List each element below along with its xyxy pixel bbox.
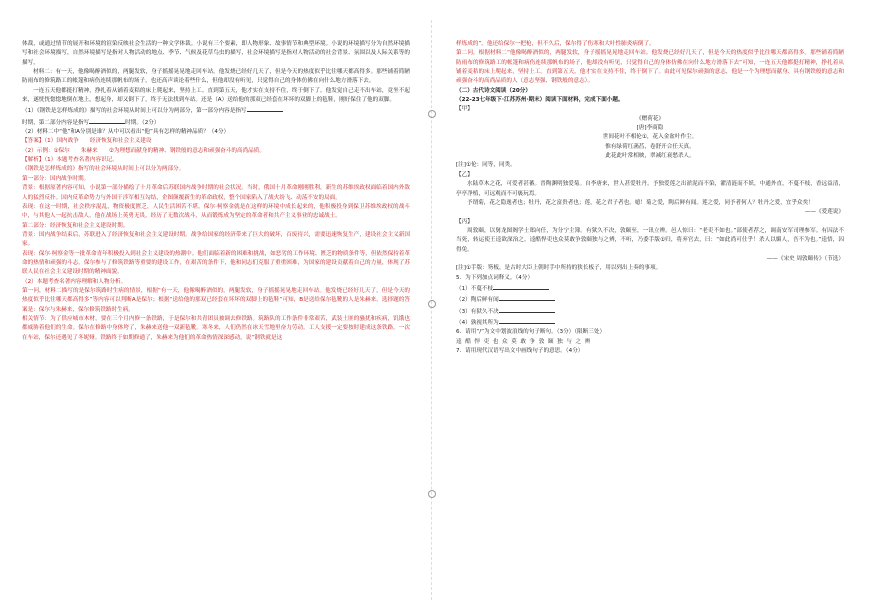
label-jia: 【甲】: [456, 106, 473, 113]
text-paragraph: 水陆草木之花，可爱者甚蕃。晋陶渊明独爱菊。自李唐来，世人甚爱牡丹。予独爱莲之出淤泥而不染，濯清涟而不妖，中通外直，不蔓不枝，香远益清，亭亭净植，可远观而不可亵玩焉。: [456, 181, 844, 197]
poem-note: [注]①伦：同等，同类。: [456, 162, 516, 169]
answer-blank[interactable]: [499, 294, 555, 301]
text-paragraph: 体裁，或通过情节的展开和环境的渲染反映社会生活的一种文学体裁。小说有三个要素，即人物形象、故事情节和典型环境。小说的环境描写分为自然环境描写和社会环境描写，自然环境描写是指对人物活动的地点、季节、气候及花草鸟虫的描写，社会环境描写是指对人物活动的社会背景、氛围以及人际关系等的描写。: [22, 41, 410, 66]
source-line: ——《爱莲说》: [804, 209, 844, 216]
binding-hole: [428, 110, 436, 118]
poem-line: 世间花叶不相伦①，花入金盆叶作尘。: [602, 134, 698, 141]
question-line: 7．请用现代汉语写出文中画线句子的意思。（4分）: [456, 348, 584, 354]
column-divider: [431, 20, 432, 600]
exam-source: （22-23七年级下·江苏苏州·期末）阅读下面材料，完成下面小题。: [456, 97, 624, 104]
answer-blank[interactable]: [499, 306, 555, 313]
question-line: 6．请用“/”为文中划波浪线的句子断句。（3分）（限断三处）: [456, 329, 606, 336]
question-item: （1）不蔓不枝: [456, 283, 844, 294]
analysis-paragraph: 样炼成的”。他还给保尔一把枪，但不久后，保尔得了伤寒和大叶性肺炎病倒了。: [456, 41, 655, 47]
text-paragraph: 一连五天他都挺打精神，挣扎着从铺着麦秸的床上爬起来，坚持上工。直到第五天，他才实在支持不住，终于倒下了。他发觉自己走不出车站，竟坐不起来，遂恍恍惚惚地倒在地上，想起身，却又倒下了，终于无法找到车站。还是（A）送给他的那双已经套在坏坏的双脚上的毡鞋，刚好保住了他的双脚。: [22, 87, 410, 104]
analysis-line: 《钢铁是怎样炼成的》指写的社会环境从时间上可以分为两部分。: [22, 166, 185, 173]
question-line: 时期，第二部分内容是指写 时期。（2分）: [22, 117, 410, 128]
section-title: （二）古代诗文阅读（20分）: [456, 87, 531, 94]
binding-hole: [428, 300, 436, 308]
analysis-line: 第一部分：国内战争时期。: [22, 175, 90, 182]
answer-line: （2）示例：①保尔 朱赫来 ②为理想而献身的精神、钢铁般的意志和顽强奋斗的高尚品质。: [22, 147, 265, 154]
analysis-paragraph: 相关情节：为了供应城市木材，要在三个月内修一条铁路，于是保尔和共青团员被调去修铁路。筑路队的工作条件非常艰苦，武装土匪的骚扰和疾病，饥饿也都威胁着他们的生命。保尔在修路中身体垮了，朱赫来送他一双新毡靴。寒冬来，人们仍然在冰天雪地里奋力劳动。工人支援一定要按时建成这条铁路。一次在车站，保尔还遇见了冬妮娅。铁路终于如期修通了，朱赫来为他们的革命热情深深感动，说“钢铁就是这: [22, 315, 410, 341]
question-item: （2）陶后鲜有闻: [456, 294, 844, 305]
poem-line: 此花此叶常相映，翠减红衰愁杀人。: [605, 153, 695, 160]
answer-blank[interactable]: [493, 283, 549, 290]
analysis-paragraph: 表现：保尔·柯察金等一批革命青年积极投入到社会主义建设的热潮中。他们面临着新的困难和挑战，如恶劣的工作环境、匮乏的物质条件等，但依然保持着革命的热情和顽强的斗志。保尔参与了修筑铁路等重要的建设工作，在艰苦的条件下，他和同志们克服了重重困难，为国家的建设贡献着自己的力量，体现了苏联人民在社会主义建设时期的精神面貌。: [22, 250, 410, 276]
note-line: [注]①手版：笏板，是古时大臣上朝时手中所持的狭长板子，用以列出上奏的事项。: [456, 265, 662, 272]
poem-author: [唐]李商隐: [636, 125, 664, 132]
left-column: [22, 40, 410, 343]
analysis-paragraph: 表现：在这一时期，社会秩序混乱，物资极度匮乏，人民生活困苦不堪。保尔·柯察金就是在这样的环境中成长起来的，他积极投身到保卫苏维埃政权的战斗中，与其他人一起抗击敌人，他在战场上英勇无畏，经历了无数次战斗，从而锻炼成为坚定的革命者和共产主义事业的忠诚战士。: [22, 203, 410, 220]
question-line: （1）《钢铁是怎样炼成的》描写的社会环境从时间上可以分为两部分，第一部分内容是指写: [22, 105, 410, 116]
answer-line: 【答案】（1）国内战争 经济恢复和社会主义建设: [22, 138, 152, 145]
answer-blank[interactable]: [247, 105, 283, 112]
label-bing: 【丙】: [456, 218, 473, 225]
analysis-paragraph: 背景：根据原著内容可知，小说第一部分描绘了十月革命后苏联国内战争时期的社会状况。当时，俄国十月革命刚刚胜利，新生的苏维埃政权面临着国内外敌人的猛烈反扑。国内反革命势力与外国干涉军相互勾结，企图颠覆新生的革命政权，整个国家陷入了战火纷飞、动荡不安的局面。: [22, 185, 410, 201]
question-line: 5．为下列加点词释义。（4分）: [456, 274, 534, 281]
right-column: [456, 40, 844, 356]
analysis-line: （2）本题考查名著内容理解和人物分析。: [22, 278, 127, 285]
answer-blank[interactable]: [89, 117, 125, 124]
poem-line: 惟有绿荷红菡萏，卷舒开合任天真。: [605, 143, 695, 150]
poem-title: 《赠荷花》: [636, 115, 664, 122]
binding-hole: [428, 490, 436, 498]
question-item: （3）有狱久不决: [456, 306, 844, 317]
analysis-paragraph: 背景：国内战争结束后，苏联进入了经济恢复和社会主义建设时期。战争给国家的经济带来了巨大的破坏，百废待兴，需要迅速恢复生产，建设社会主义新国家。: [22, 231, 410, 248]
analysis-line: 第二部分：经济恢复和社会主义建设时期。: [22, 222, 129, 229]
question-line: （2）材料二中“他”和A分别是谁？从中可以看出“他”具有怎样的精神品质？（4分）: [22, 129, 230, 136]
analysis-paragraph: 第二问，根据材料二“他像喝醉酒似的，两腿发软，身子摇摇晃晃地走回车站。他发烧已经好几天了，但是今天的热度似乎比往哪天都高得多。那些铺着简陋防雨布的修筑路工的帐篷和病伤连续那帆布的场子，他却没有听见，只觉得自己的身体仿佛在向什么地方滑落下去”可知，一连五天他都挺打精神，挣扎着从铺着麦秸的床上爬起来，坚持上工。直到第五天，他才实在支持不住，终于倒下了。由此可见保尔顽强的意志，他是一个为理想而献身、具有钢铁般的意志和顽强奋斗的高尚品质的人（意志坚强、钢铁般的意志）。: [456, 50, 844, 85]
text-paragraph: 材料二：有一天，他像喝醉酒似的，两腿发软，身子摇摇晃晃地走回车站。他发烧已经好几天了，但是今天的热度似乎比往哪天都高得多。那些铺着简陋防雨布的修筑路工的帐篷和病伤连续那帆布的场子，也还高声谈论着些什么，但他却没有听见，只觉得自己的身体仿佛在向什么地方滑落下去。: [22, 69, 410, 85]
question-item: （4）孰视其所为: [456, 317, 844, 328]
answer-blank[interactable]: [499, 317, 555, 324]
sentence-to-punctuate: 逵酷悍吏也众莫敢争敦颐独与之辨: [456, 338, 594, 345]
analysis-line: 【解析】（1）本题考查名著内容识记。: [22, 157, 118, 164]
label-yi: 【乙】: [456, 171, 473, 178]
text-paragraph: 周敦颐，以舅龙图阁学士郑向任，为分宁主簿。有狱久不决，敦颐至，一讯立辨。邑人惊曰：“老吏不如也。”部使者荐之，调南安军司理参军。有囚法不当死，转运使王逵欲深治之。逵酷悍吏也众莫敢争敦颐独与之辨，不听，乃委手版①归，将弃官去，曰：“如此尚可仕乎！杀人以媚人，吾不为也。”逵悟，囚得免。: [456, 227, 844, 253]
text-paragraph: 予谓菊，花之隐逸者也；牡丹，花之富贵者也；莲，花之君子者也。噫！菊之爱，陶后鲜有闻。莲之爱，同予者何人？牡丹之爱，宜乎众矣！: [467, 199, 814, 206]
analysis-paragraph: 第一问，材料二描写的是保尔筑路时生病的情景，根据“有一天，他像喝醉酒似的，两腿发软，身子摇摇晃晃地走回车站。他发烧已经好几天了，但是今天的热度似乎比往哪天都高得多”等内容可以判断A是保尔；根据“送给他的那双已经套在坏坏的双脚上的毡鞋”可知，B是送给保尔毡靴的人是朱赫来。选择题的答案是：保尔与朱赫来，保尔修筑铁路时生病。: [22, 287, 410, 313]
source-line: ——《宋史 周敦颐传》（节选）: [766, 255, 844, 262]
